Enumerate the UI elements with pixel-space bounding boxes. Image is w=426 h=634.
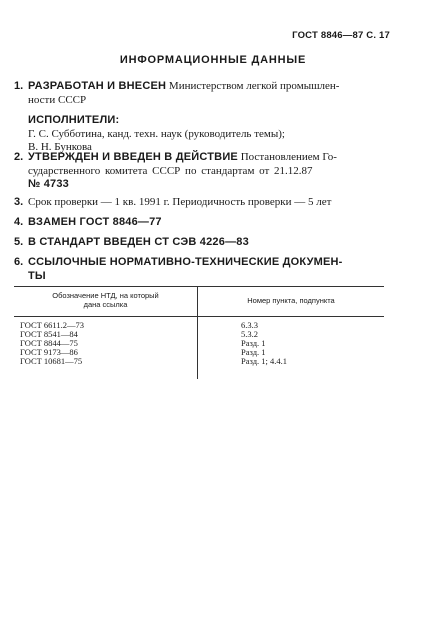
item-text: ВЗАМЕН ГОСТ 8846—77 <box>28 216 162 228</box>
table-cell-doc: ГОСТ 8541—84 <box>20 329 78 339</box>
item-text: № 4733 <box>28 178 69 190</box>
item-text: Постановлением Го- <box>240 151 337 163</box>
table-cell-doc: ГОСТ 9173—86 <box>20 347 78 357</box>
table-header-divider <box>14 316 384 317</box>
table-cell-clause: Разд. 1 <box>241 347 266 357</box>
item-number: 4. <box>14 216 24 228</box>
table-row <box>14 357 384 366</box>
item-review <box>14 196 394 210</box>
item-number: 1. <box>14 80 24 92</box>
item-replaces <box>14 216 394 230</box>
item-references <box>14 256 394 283</box>
table-cell-doc: ГОСТ 10681—75 <box>20 356 83 366</box>
item-number: 6. <box>14 256 24 268</box>
reference-table <box>14 286 384 394</box>
item-text: сударственного комитета СССР по стандартам от 21.12.87 <box>28 164 313 177</box>
table-cell-clause: 5.3.2 <box>241 329 258 339</box>
item-text: ности СССР <box>28 93 87 106</box>
item-heading: ССЫЛОЧНЫЕ НОРМАТИВНО-ТЕХНИЧЕСКИЕ ДОКУМЕН- <box>28 256 343 268</box>
item-approved <box>14 151 394 192</box>
table-cell-clause: Разд. 1 <box>241 338 266 348</box>
table-cell-doc: ГОСТ 8844—75 <box>20 338 78 348</box>
item-number: 2. <box>14 151 24 163</box>
executors-label: ИСПОЛНИТЕЛИ: <box>28 114 120 126</box>
table-header-left: Обозначение НТД, на который дана ссылка <box>52 291 159 309</box>
item-number: 5. <box>14 236 24 248</box>
executors-line: Г. С. Субботина, канд. техн. наук (руководитель темы); <box>28 127 285 140</box>
item-heading: РАЗРАБОТАН И ВНЕСЕН <box>28 80 167 92</box>
table-body <box>14 321 384 366</box>
table-cell-doc: ГОСТ 6611.2—73 <box>20 320 84 330</box>
item-number: 3. <box>14 196 24 208</box>
item-heading: ТЫ <box>28 269 46 282</box>
document-title: ИНФОРМАЦИОННЫЕ ДАННЫЕ <box>119 54 307 66</box>
item-introduced <box>14 236 394 250</box>
page-header: ГОСТ 8846—87 С. 17 <box>292 30 390 41</box>
item-text: Министерством легкой промышлен- <box>168 80 340 92</box>
table-cell-clause: 6.3.3 <box>241 320 258 330</box>
item-text: В СТАНДАРТ ВВЕДЕН СТ СЭВ 4226—83 <box>28 236 249 248</box>
table-header-right: Номер пункта, подпункта <box>247 296 335 305</box>
item-developed <box>14 80 394 107</box>
item-text: Срок проверки — 1 кв. 1991 г. Периодичность проверки — 5 лет <box>28 196 332 208</box>
executors-line: В. Н. Бункова <box>28 141 92 153</box>
table-cell-clause: Разд. 1; 4.4.1 <box>241 356 288 366</box>
executors-block <box>28 114 394 155</box>
item-heading: УТВЕРЖДЕН И ВВЕДЕН В ДЕЙСТВИЕ <box>28 151 238 163</box>
